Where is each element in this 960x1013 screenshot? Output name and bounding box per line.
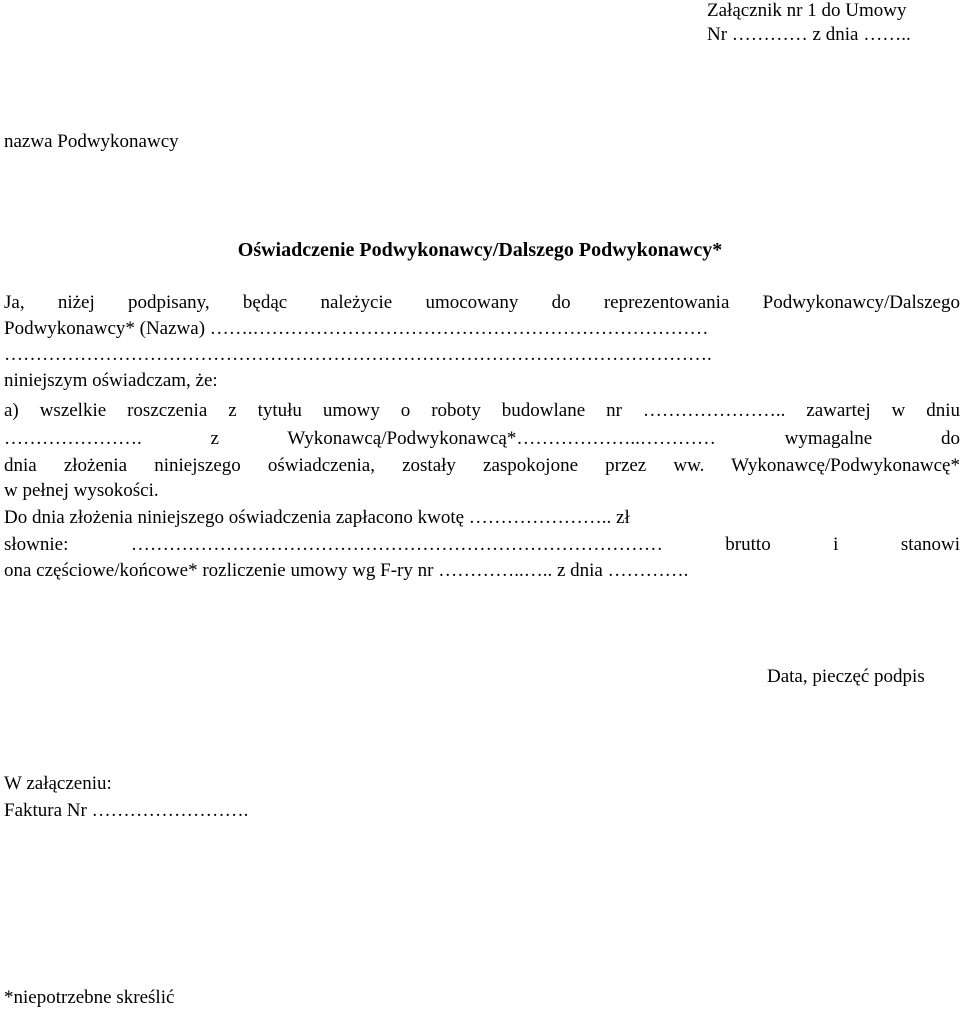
footnote: *niepotrzebne skreślić <box>4 987 175 1008</box>
attachment-label: Załącznik nr 1 do Umowy <box>707 0 907 21</box>
body-line-10: słownie: ………………………………………………………………………… brutto i stanowi <box>4 534 960 555</box>
subcontractor-name-label: nazwa Podwykonawcy <box>4 131 179 152</box>
signature-label: Data, pieczęć podpis <box>767 666 925 687</box>
contract-number-date: Nr ………… z dnia …….. <box>707 24 911 45</box>
document-title: Oświadczenie Podwykonawcy/Dalszego Podwykonawcy* <box>237 239 723 261</box>
body-line-6: …………………. z Wykonawcą/Podwykonawcą*………………..………… wymagalne do <box>4 428 960 449</box>
body-line-11: ona częściowe/końcowe* rozliczenie umowy wg F-ry nr …………..….. z dnia …………. <box>4 560 689 581</box>
body-line-2: Podwykonawcy* (Nazwa) …….……………………………………………………………… <box>4 318 709 339</box>
body-line-5: a) wszelkie roszczenia z tytułu umowy o roboty budowlane nr ………………….. zawartej w dniu <box>4 400 960 421</box>
body-line-4: niniejszym oświadczam, że: <box>4 370 218 391</box>
attachments-heading: W załączeniu: <box>4 773 112 794</box>
body-line-1: Ja, niżej podpisany, będąc należycie umocowany do reprezentowania Podwykonawcy/Dalszego <box>4 292 960 313</box>
body-line-3: …………………………………………………………………………………………………. <box>4 344 712 365</box>
body-line-7: dnia złożenia niniejszego oświadczenia, zostały zaspokojone przez ww. Wykonawcę/Podwykonawcę* <box>4 455 960 476</box>
body-line-9: Do dnia złożenia niniejszego oświadczenia zapłacono kwotę ………………….. zł <box>4 507 630 528</box>
body-line-8: w pełnej wysokości. <box>4 480 159 501</box>
invoice-number: Faktura Nr ……………………. <box>4 800 249 821</box>
